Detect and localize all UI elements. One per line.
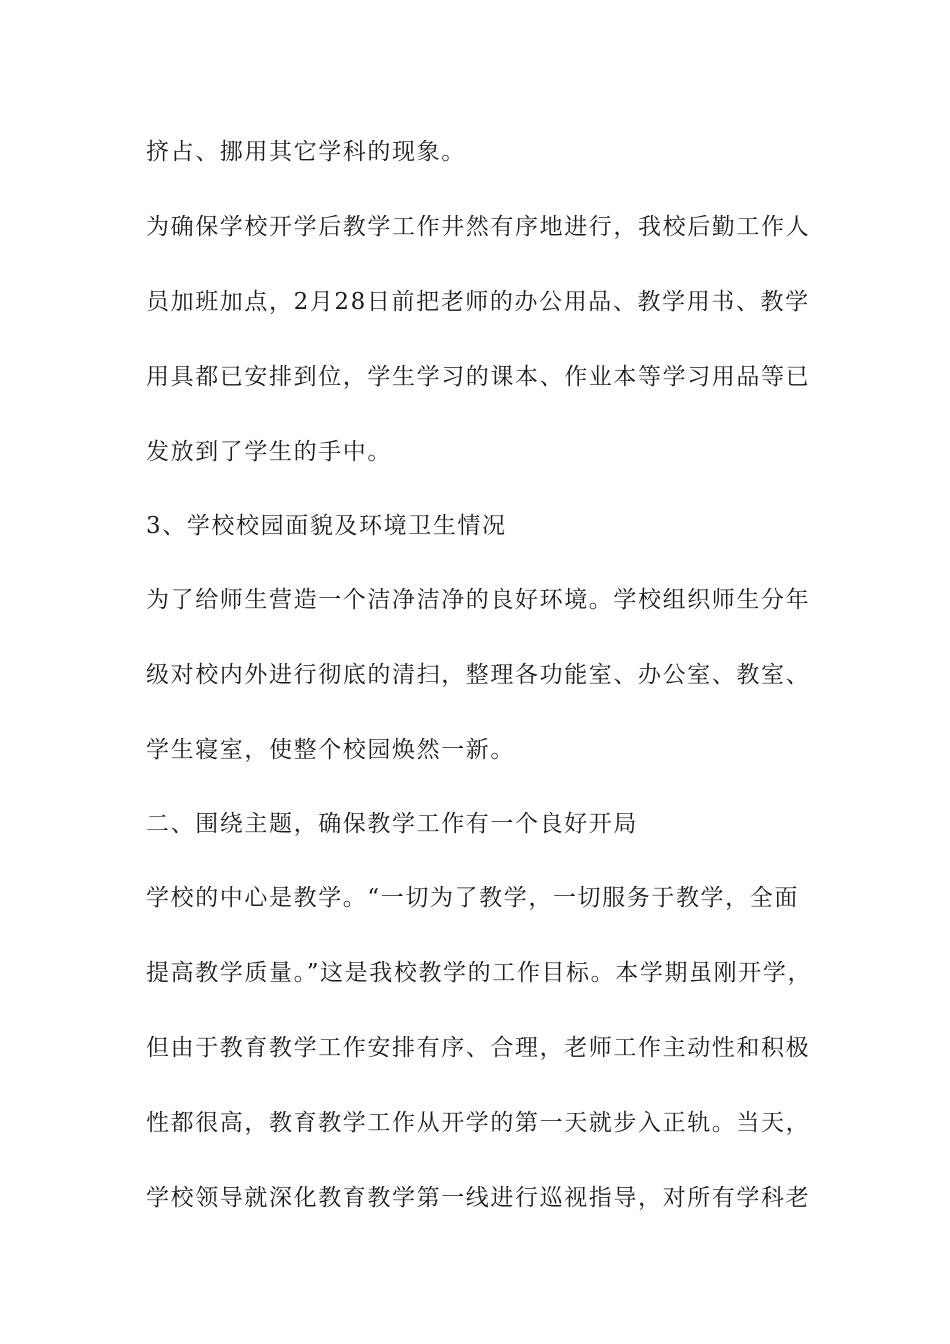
text-line: 发放到了学生的手中。 (146, 439, 392, 465)
text-line: 学校领导就深化教育教学第一线进行巡视指导，对所有学科老 (146, 1185, 811, 1211)
text-line: 挤占、挪用其它学科的现象。 (146, 139, 466, 165)
text-line: 性都很高，教育教学工作从开学的第一天就步入正轨。当天， (146, 1110, 811, 1136)
section-heading: 二、围绕主题，确保教学工作有一个良好开局 (146, 811, 638, 837)
text-line: 学校的中心是教学。“一切为了教学，一切服务于教学，全面 (146, 885, 799, 911)
text-line: 学生寝室，使整个校园焕然一新。 (146, 737, 515, 763)
text-line: 用具都已安排到位，学生学习的课本、作业本等学习用品等已 (146, 364, 811, 390)
text-line: 员加班加点，2月28日前把老师的办公用品、教学用书、教学 (146, 289, 810, 315)
section-heading: 3、学校校园面貌及环境卫生情况 (146, 513, 507, 539)
text-line: 为了给师生营造一个洁净洁净的良好环境。学校组织师生分年 (146, 587, 811, 613)
text-line: 为确保学校开学后教学工作井然有序地进行，我校后勤工作人 (146, 214, 811, 240)
text-line: 级对校内外进行彻底的清扫，整理各功能室、办公室、教室、 (146, 662, 811, 688)
text-line: 但由于教育教学工作安排有序、合理，老师工作主动性和积极 (146, 1035, 811, 1061)
text-line: 提高教学质量。”这是我校教学的工作目标。本学期虽刚开学， (146, 960, 813, 986)
